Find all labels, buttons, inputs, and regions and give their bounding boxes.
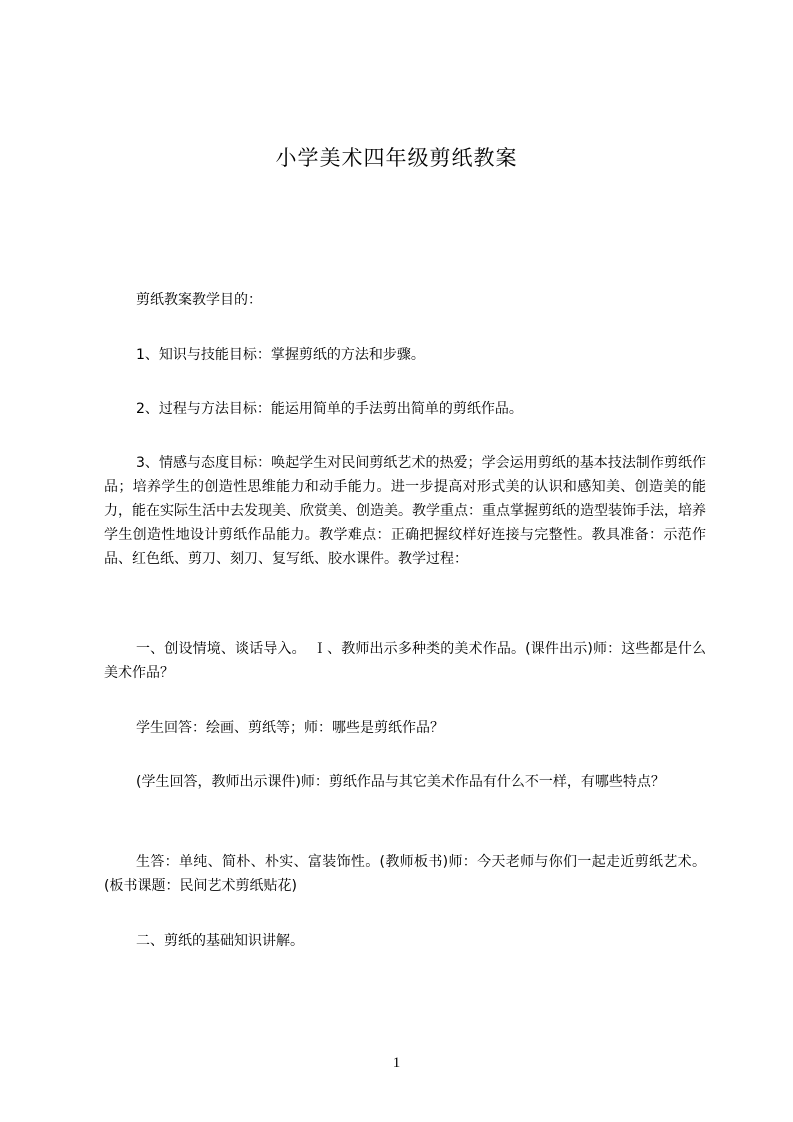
paragraph-student-answer-1: 学生回答：绘画、剪纸等；师：哪些是剪纸作品？ [136,720,444,736]
paragraph-student-answer-2: (学生回答，教师出示课件)师：剪纸作品与其它美术作品有什么不一样，有哪些特点？ [136,774,665,790]
paragraph-section-2-heading: 二、剪纸的基础知识讲解。 [136,933,304,949]
paragraph-objective-2: 2、过程与方法目标：能运用简单的手法剪出简单的剪纸作品。 [136,401,523,417]
paragraph-objective-3: 3、情感与态度目标：唤起学生对民间剪纸艺术的热爱；学会运用剪纸的基本技法制作剪纸作品；培养学生的创造性思维能力和动手能力。进一步提高对形式美的认识和感知美、创造美的能力，能在实际生活中去发现美、欣赏美、创造美。教学重点：重点掌握剪纸的造型装饰手法，培养学生创造性地设计剪纸作品能力。教学难点：正确把握纹样好连接与完整性。教具准备：示范作品、红色纸、剪刀、刻刀、复写纸、胶水课件。教学过程： [104,455,706,567]
paragraph-intro: 一、创设情境、谈话导入。 Ｉ、教师出示多种类的美术作品。(课件出示)师：这些都是什么美术作品？ [104,641,706,681]
paragraph-objectives-heading: 剪纸教案教学目的： [136,292,262,308]
paragraph-objective-1: 1、知识与技能目标：掌握剪纸的方法和步骤。 [136,347,425,363]
paragraph-student-answer-3: 生答：单纯、简朴、朴实、富装饰性。(教师板书)师：今天老师与你们一起走近剪纸艺术。(板书课题：民间艺术剪纸贴花) [104,854,706,894]
page-number: 1 [392,1055,401,1071]
document-title: 小学美术四年级剪纸教案 [275,146,518,170]
